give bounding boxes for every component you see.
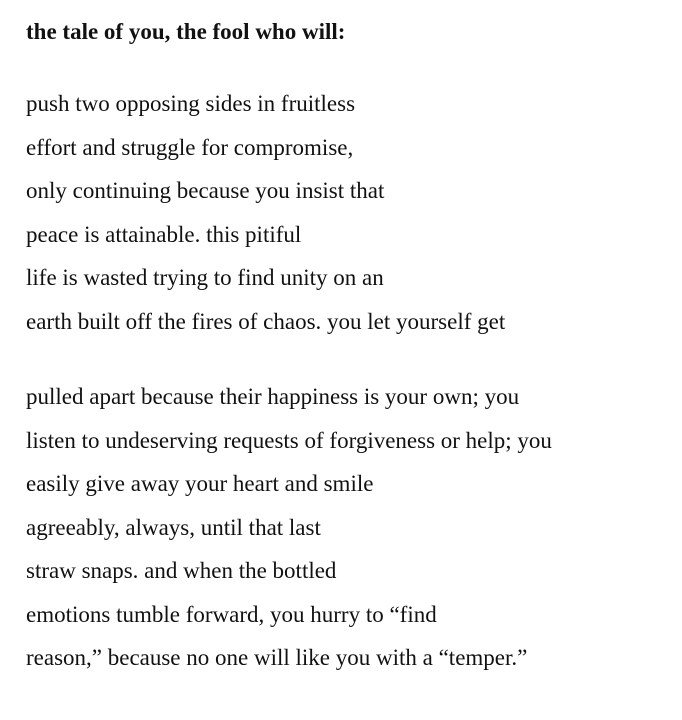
poem-line: agreeably, always, until that last (26, 514, 321, 540)
poem-line: pulled apart because their happiness is your own; you (26, 384, 520, 409)
poem-line: easily give away your heart and smile (26, 471, 374, 496)
poem-line: effort and struggle for compromise, (26, 134, 354, 160)
poem-line: only continuing because you insist that (26, 178, 385, 203)
poem (26, 14, 676, 712)
poem-line: reason,” because no one will like you with a “temper.” (26, 645, 528, 670)
poem-line: life is wasted trying to find unity on an (26, 265, 384, 290)
stanza-2 (26, 375, 676, 680)
poem-line: straw snaps. and when the bottled (26, 558, 337, 583)
poem-title: the tale of you, the fool who will: (26, 19, 346, 44)
poem-line: earth built off the fires of chaos. you let yourself get (26, 308, 506, 334)
poem-line: peace is attainable. this pitiful (26, 221, 302, 247)
poem-line: emotions tumble forward, you hurry to “find (26, 601, 437, 627)
stanza-1 (26, 82, 676, 343)
poem-line: push two opposing sides in fruitless (26, 91, 356, 116)
poem-line: listen to undeserving requests of forgiveness or help; you (26, 427, 552, 453)
